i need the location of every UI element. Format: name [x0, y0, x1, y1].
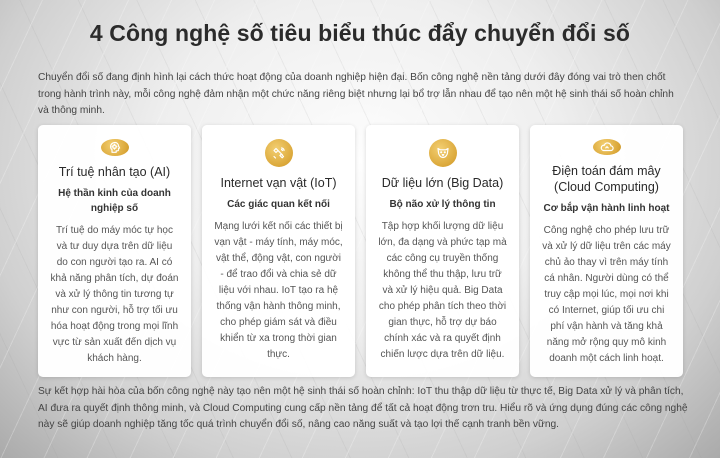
- card-subtitle: Các giác quan kết nối: [227, 199, 330, 210]
- card-ai: [38, 125, 191, 377]
- card-description: Tập hợp khối lượng dữ liệu lớn, đa dạng và phức tạp mà các công cụ truyền thống không thể thu thập, lưu trữ và xử lý hiệu quả. Big Data cho phép phân tích theo thời gian thực, hỗ trợ dự báo chính xác và ra quyết định chiến lược dựa trên dữ liệu.: [378, 221, 507, 360]
- card-description: Trí tuệ do máy móc tự học và tư duy dựa trên dữ liệu do con người tạo ra. AI có khả năng phân tích, dự đoán và xử lý thông tin tương tự như con người, hỗ trợ tối ưu hóa hoạt động trong mọi lĩnh vực từ sản xuất đến dịch vụ khách hàng.: [50, 225, 179, 364]
- summary-paragraph: Sự kết hợp hài hòa của bốn công nghệ này tạo nên một hệ sinh thái số hoàn chỉnh: IoT thu thập dữ liệu từ thực tế, Big Data xử lý và phân tích, AI đưa ra quyết định thông minh, và Cloud Computing cung cấp nền tảng để tất cả hoạt động trơn tru. Hiểu rõ và ứng dụng đúng các công nghệ này sẽ giúp doanh nghiệp tăng tốc quá trình chuyển đổi số, nâng cao năng suất và tạo lợi thế cạnh tranh bền vững.: [38, 386, 688, 430]
- card-title: Trí tuệ nhân tạo (AI): [58, 165, 171, 179]
- cloud-sync-icon: [593, 139, 621, 155]
- card-title: Internet vạn vật (IoT): [220, 176, 337, 190]
- page-title: 4 Công nghệ số tiêu biểu thúc đẩy chuyển đổi số: [89, 20, 631, 46]
- intro-paragraph: Chuyển đổi số đang định hình lại cách thức hoạt động của doanh nghiệp hiện đại. Bốn công nghệ nền tảng dưới đây đóng vai trò then chốt trong hành trình này, mỗi công nghệ đảm nhận một chức năng riêng biệt nhưng lại bổ trợ lẫn nhau để tạo nên một hệ sinh thái số hoàn chỉnh và thông minh.: [38, 72, 674, 116]
- card-description: Công nghệ cho phép lưu trữ và xử lý dữ liệu trên các máy chủ ảo thay vì trên máy tính cá nhân. Người dùng có thể truy cập mọi lúc, mọi nơi khi có Internet, giúp tối ưu chi phí vận hành và tăng khả năng mở rộng quy mô kinh doanh một cách linh hoạt.: [542, 225, 671, 364]
- card-title: Dữ liệu lớn (Big Data): [381, 176, 504, 190]
- card-subtitle: Cơ bắp vận hành linh hoạt: [543, 203, 670, 214]
- card-subtitle: Hệ thần kinh của doanh nghiệp số: [58, 188, 171, 214]
- technology-cards: [38, 125, 683, 377]
- connected-devices-icon: [265, 139, 293, 167]
- card-big-data: [366, 125, 519, 377]
- card-title: Điện toán đám mây (Cloud Computing): [552, 164, 661, 194]
- brain-chip-icon: [101, 139, 129, 156]
- card-cloud: [530, 125, 683, 377]
- animal-head-icon: [429, 139, 457, 167]
- card-description: Mạng lưới kết nối các thiết bị vạn vật - máy tính, máy móc, vật thể, động vật, con người - để trao đổi và chia sẻ dữ liệu với nhau. IoT tạo ra hệ thống vận hành thông minh, cho phép giám sát và điều khiển từ xa trong thời gian thực.: [214, 221, 343, 360]
- card-subtitle: Bộ não xử lý thông tin: [389, 199, 496, 210]
- card-iot: [202, 125, 355, 377]
